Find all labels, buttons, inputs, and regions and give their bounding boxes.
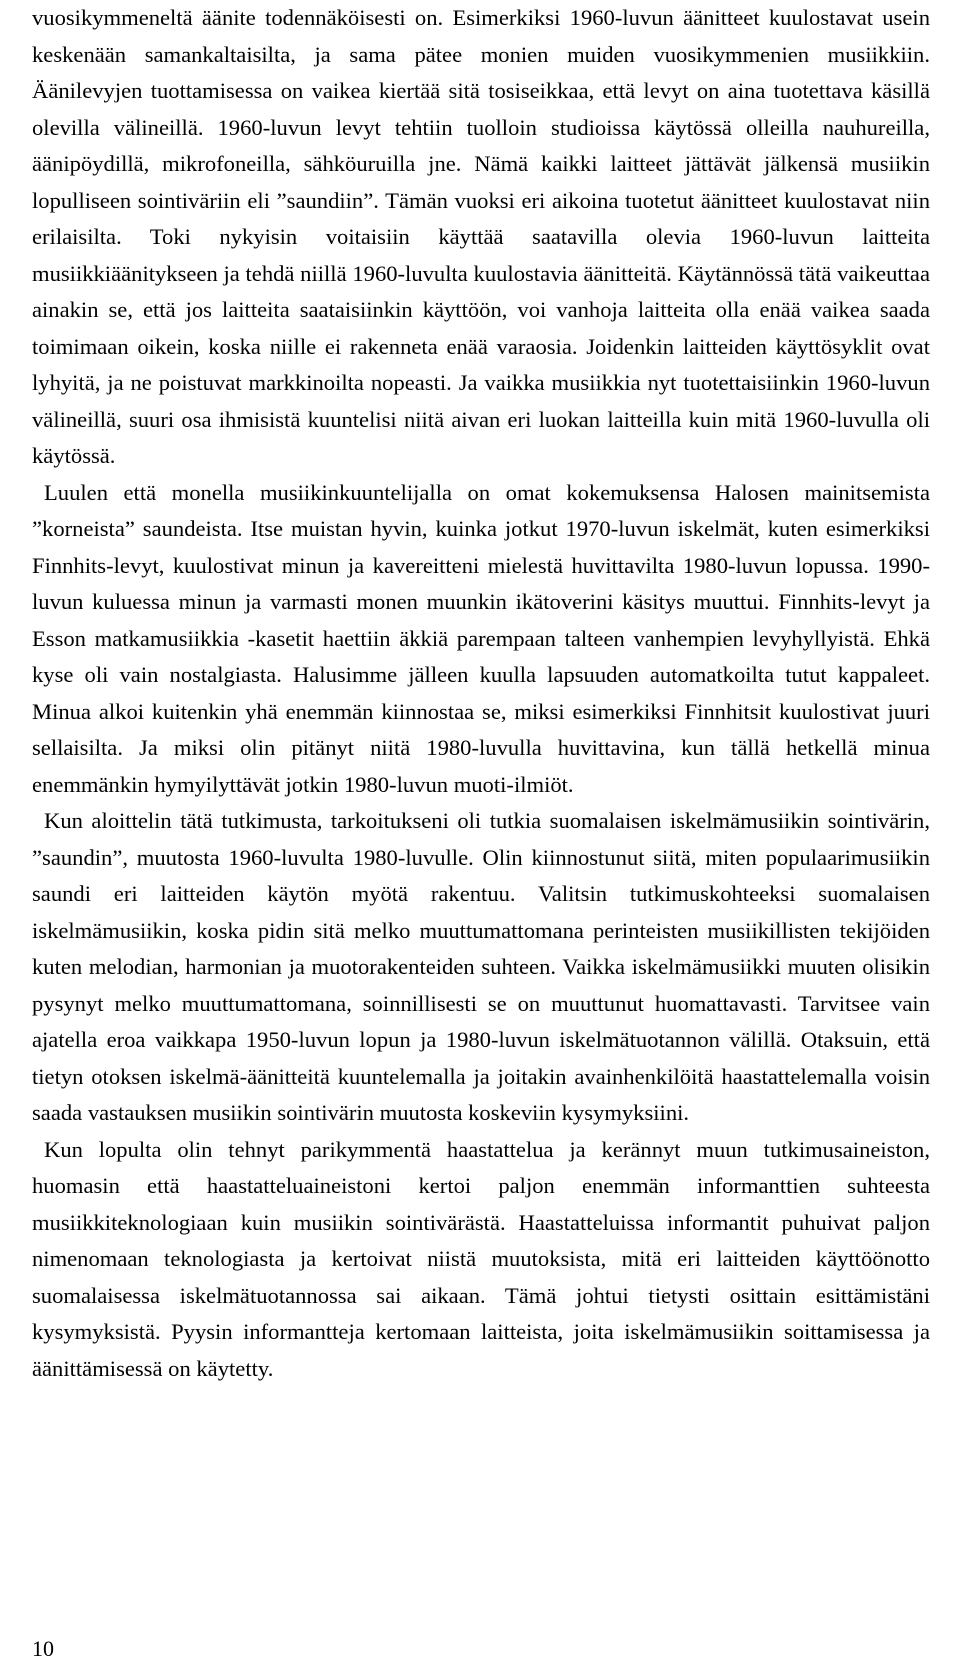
document-page — [32, 0, 930, 1676]
paragraph-3: Kun aloittelin tätä tutkimusta, tarkoitukseni oli tutkia suomalaisen iskelmämusiikin sointivärin, ”saundin”, muutosta 1960-luvulta 1980-luvulle. Olin kiinnostunut siitä, miten populaarimusiikin saundi eri laitteiden käytön myötä rakentuu. Valitsin tutkimuskohteeksi suomalaisen iskelmämusiikin, koska pidin sitä melko muuttumattomana perinteisten musiikillisten tekijöiden kuten melodian, harmonian ja muotorakenteiden suhteen. Vaikka iskelmämusiikki muuten olisikin pysynyt melko muuttumattomana, soinnillisesti se on muuttunut huomattavasti. Tarvitsee vain ajatella eroa vaikkapa 1950-luvun lopun ja 1980-luvun iskelmätuotannon välillä. Otaksuin, että tietyn otoksen iskelmä-äänitteitä kuuntelemalla ja joitakin avainhenkilöitä haastattelemalla voisin saada vastauksen musiikin sointivärin muutosta koskeviin kysymyksiini. — [32, 808, 930, 1125]
paragraph-2: Luulen että monella musiikinkuuntelijalla on omat kokemuksensa Halosen mainitsemista ”korneista” saundeista. Itse muistan hyvin, kuinka jotkut 1970-luvun iskelmät, kuten esimerkiksi Finnhits-levyt, kuulostivat minun ja kavereitteni mielestä huvittavilta 1980-luvun lopussa. 1990-luvun kuluessa minun ja varmasti monen muunkin ikätoverini käsitys muuttui. Finnhits-levyt ja Esson matkamusiikkia -kasetit haettiin äkkiä parempaan talteen vanhempien levyhyllyistä. Ehkä kyse oli vain nostalgiasta. Halusimme jälleen kuulla lapsuuden automatkoilta tutut kappaleet. Minua alkoi kuitenkin yhä enemmän kiinnostaa se, miksi esimerkiksi Finnhitsit kuulostivat juuri sellaisilta. Ja miksi olin pitänyt niitä 1980-luvulla huvittavina, kun tällä hetkellä minua enemmänkin hymyilyttävät jotkin 1980-luvun muoti-ilmiöt. — [32, 479, 930, 797]
paragraph-1: vuosikymmeneltä äänite todennäköisesti on. Esimerkiksi 1960-luvun äänitteet kuulostavat usein keskenään samankaltaisilta, ja sama pätee monien muiden vuosikymmenien musiikkiin. Äänilevyjen tuottamisessa on vaikea kiertää sitä tosiseikkaa, että levyt on aina tuotettava käsillä olevilla välineillä. 1960-luvun levyt tehtiin tuolloin studioissa käytössä olleilla nauhureilla, äänipöydillä, mikrofoneilla, sähköuruilla jne. Nämä kaikki laitteet jättävät jälkensä musiikin lopulliseen sointiväriin eli ”saundiin”. Tämän vuoksi eri aikoina tuotetut äänitteet kuulostavat niin erilaisilta. Toki nykyisin voitaisiin käyttää saatavilla olevia 1960-luvun laitteita musiikkiäänitykseen ja tehdä niillä 1960-luvulta kuulostavia äänitteitä. Käytännössä tätä vaikeuttaa ainakin se, että jos laitteita saataisiinkin käyttöön, voi vanhoja laitteita olla enää vaikea saada toimimaan oikein, koska niille ei rakenneta enää varaosia. Joidenkin laitteiden käyttösyklit ovat lyhyitä, ja ne poistuvat markkinoilta nopeasti. Ja vaikka musiikkia nyt tuotettaisiinkin 1960-luvun välineillä, suuri osa ihmisistä kuuntelisi niitä aivan eri luokan laitteilla kuin mitä 1960-luvulla oli käytössä. — [32, 5, 930, 468]
paragraph-4: Kun lopulta olin tehnyt parikymmentä haastattelua ja kerännyt muun tutkimusaineiston, huomasin että haastatteluaineistoni kertoi paljon enemmän informanttien suhteesta musiikkiteknologiaan kuin musiikin sointivärästä. Haastatteluissa informantit puhuivat paljon nimenomaan teknologiasta ja kertoivat niistä muutoksista, mitä eri laitteiden käyttöönotto suomalaisessa iskelmätuotannossa sai aikaan. Tämä johtui tietysti osittain esittämistäni kysymyksistä. Pyysin informantteja kertomaan laitteista, joita iskelmämusiikin soittamisessa ja äänittämisessä on käytetty. — [32, 1136, 930, 1381]
page-number: 10 — [32, 1636, 54, 1661]
